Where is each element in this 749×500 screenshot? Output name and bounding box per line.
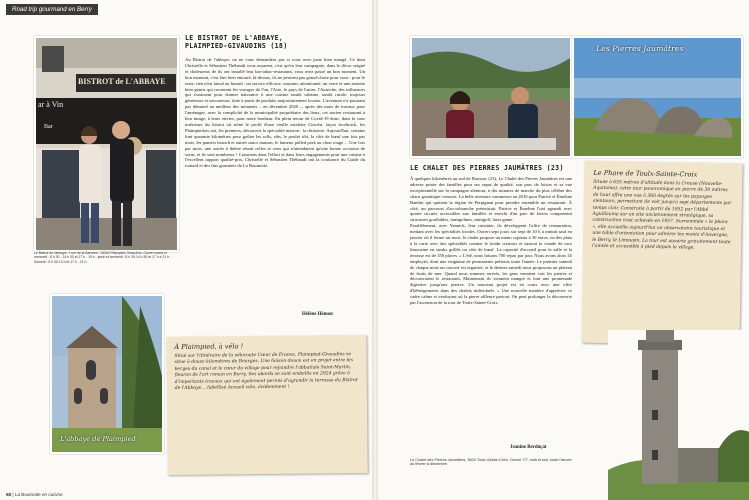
right-article-signature: Jeanine Berduçat xyxy=(510,445,547,450)
chalet-photo-illustration xyxy=(412,38,570,156)
bistrot-sign-text: BISTROT de L'ABBAYE xyxy=(78,77,166,86)
right-article-body xyxy=(410,176,572,441)
magazine-name: La Bouinotte xyxy=(14,492,41,497)
stones-photo-label: Les Pierres Jaumâtres xyxy=(596,44,684,53)
phare-tower-photo xyxy=(608,330,749,500)
left-article-title xyxy=(185,34,365,50)
abbey-photo-label: L'abbaye de Plaimpied xyxy=(60,435,136,443)
chalet-photo xyxy=(410,36,572,158)
phare-note-title: Le Phare de Toulx-Sainte-Croix xyxy=(593,168,698,179)
velo-note-card xyxy=(166,335,367,475)
phare-tower-illustration xyxy=(608,330,749,500)
stones-photo xyxy=(572,36,743,158)
bistrot-caption: Le Bistrot de l'abbaye, 1 rue de la Baronne, 18340 Plaimpied-Givaudins. Ouvert mardi et mercredi : 8 h 30 - 14 h 30 et 17 h - 19 h - jeudi et vendredi : 8 h 30-14 h 30 et 17 h à 21 h - Samedi : 8 h 30-13 h et 17 h - 21 h. xyxy=(34,251,172,264)
velo-note-title: À Plaimpied, à vélo ! xyxy=(174,342,244,351)
abbey-photo xyxy=(50,294,164,454)
phare-note-text: Située à 655 mètres d'altitude dans la Creuse (Nouvelle-Aquitaine), cette tour panoramique en pierre de 30 mètres de haut offre une vue à 360 degrés sur les paysages alentours, permettant de voir jusqu'à sept départements par temps clair. Construite à partir de 1952 par l'Abbé Aguillaume sur un site anciennement stratégique, sa construction s'est achevée en 1957. Surnommée « le phare », elle accueille aujourd'hui un observatoire touristique et une table d'orientation pour admirer les monts d'Auvergne, le Berry, le Limousin. La tour est ouverte gratuitement toute l'année et accessible à pied depuis le village. xyxy=(592,179,732,251)
phare-note-card xyxy=(581,161,742,346)
section-rubric: Road trip gourmand en Berry xyxy=(6,4,98,15)
abbey-illustration xyxy=(52,296,162,452)
page-gutter xyxy=(372,0,378,500)
bar-sign: Bar xyxy=(44,124,53,130)
chalet-caption: Le Chalet des Pierres Jaumâtres, 3600 Toulx-Sainte-Croix. Ouvert 7/7, midi et soir, toute l'année du février à décembre. xyxy=(410,458,572,467)
left-title-line-1: LE BISTROT DE L'ABBAYE, xyxy=(185,34,284,42)
velo-note-text: Situé sur l'itinéraire de la véloroute Cœur de France, Plaimpied-Givaudins se situe à douze kilomètres de Bourges. Une liaison douce est en projet entre les berges du canal et le cœur du village pour rejoindre l'abbatiale Saint-Martin, fleuron de l'art roman en Berry. Ses abords se sont embellis en 2024 grâce à d'importants travaux qui ont également permis d'agrandir la terrasse du Bistrot de l'Abbaye… labellisé Accueil vélo, évidemment ! xyxy=(174,352,358,391)
left-title-line-2: PLAIMPIED-GIVAUDINS (18) xyxy=(185,42,288,50)
right-article-paragraph-2: Parallèlement, avec Yannick, leur cuisinier, ils développent l'offre de restauration, mettant avec les spécialités locales. Ouvert sept jours sur sept de 10 h à minuit sauf en janvier où il ferme un mois, le chalet propose un menu copieux à 30 euros, ou des plats à la carte avec des spécialités comme le fondu creusois et surtout la viande de race limousine en steaks grillés ou côte de bœuf. La capacité d'accueil pour la salle et la terrasse est de 350 places. « L'été, nous faisons 700 repas par jour. Nous avons alors 45 employés, dont une vingtaine de permanents présents toute l'année. Le premier samedi de chaque mois un concert est organisé, et le dernier samedi nous proposons un plateau de fruits de mer. Quand nous sommes arrivés, les gens venaient voir les pierres et découvraient le restaurant. Maintenant ils viennent manger et font une promenade digestive jusqu'aux pierres. Un nouveau projet est en cours avec une offre d'hébergements dans des chalets individuels. » Une nouvelle manière d'apprécier ce cadre calme et verdoyant où la pierre affleure partout. On peut prolonger la découverte par l'ascension de la tour de Toulx-Sainte-Croix. xyxy=(410,223,572,306)
page-number: 68 xyxy=(6,492,12,497)
stones-illustration xyxy=(574,38,741,156)
right-article-paragraph-1: À quelques kilomètres au sud de Boussac (23), Le Chalet des Pierres Jaumâtres est une adresse prisée des familles pour ses repas de qualité, son parc de loisirs et sa vue exceptionnelle sur la campagne alentour, à dix minutes de marche du plus célèbre des chaos granitique creusois. La belle aventure commence en 2010 pour Patrice et Émeline Banlini qui quittent la région de Perpignan pour prendre ensemble un restaurant. À côté, un parcours d'accrobranche préexistait. Patrice et Émeline l'ont agrandi avec quatre circuits accessibles aux familles et enrichi d'un parc de loisirs comprenant structures gonflables, trampolines, minigolf, laser game. xyxy=(410,176,572,223)
magazine-section: en cuisine xyxy=(41,492,63,497)
bar-a-vin-sign: ar à Vin xyxy=(38,100,64,109)
left-article-body xyxy=(185,57,365,307)
bistrot-photo-illustration xyxy=(36,38,177,250)
right-article-title: LE CHALET DES PIERRES JAUMÂTRES (23) xyxy=(410,164,564,172)
left-article-signature: Hélène Hémon xyxy=(302,312,333,317)
left-footer: 68 | La Bouinotte en cuisine xyxy=(6,492,63,497)
bistrot-photo xyxy=(34,36,179,252)
left-article-paragraph: Au Bistrot de l'abbaye, on ne vous demandera pas si vous avez juste bien mangé. Ce dont Christelle et Sébastien Thébaudt vous assurent, c'est qu'en leur compagnie, dans le décor soigné et chaleureux de ils ont installé leur bar-tabac-restaurant, vous avez passé un bon moment. Un bon moment, c'est être bien entouré, là-dessus, ils ne peuvent pas grand-chose pour vous : pour le reste, rien n'est laissé au hasard : un service efficace, souriant, attentionné, un verre et une assiette bien garnis qui racontent les voyages de l'un, l'Asie, le pays de l'autre, l'Autriche, des influences qui s'unissent pour donner naissance à une cuisine tantôt urbaine, tantôt rurale, toujours généreuse et savoureuse, faite à partir de produits majoritairement locaux. L'aventure n'a pourtant pas démarré au meilleur des moments – en décembre 2020 –, après des mois de travaux pour l'aménager, avec la complicité de la municipalité propriétaire des lieux, cet ancien restaurant à leur image, à leurs envies, pour notre bonheur. En plein retour de Covid-19 donc, dans la cour intérieure du bistrot où trône le profil d'une vieille estafette Citroën, façon foodtruck, les Plaimpiedois ont, les premiers, découvert la spécialité maison : la rôtisserie. Aujourd'hui, certains font quarante kilomètres pour goûter les rolls, ribs, le poulet rôti, la côte de bœuf une fois par mois, les paniers brunch et autres saucs maison, le fameux pulled pork au chou rouge… Une fois par mois, une soirée à thème réunit celles et ceux qui n'attendaient qu'une bonne occasion de sortir, et ils sont nombreux ! Constants dans l'effort et dans leurs engagements pour une cuisine à l'excellent rapport qualité-prix, Christelle et Sébastien Thébaudt ont la confiance du Guide du routard et des fins gourmets de La Bouinotte. xyxy=(185,57,365,169)
